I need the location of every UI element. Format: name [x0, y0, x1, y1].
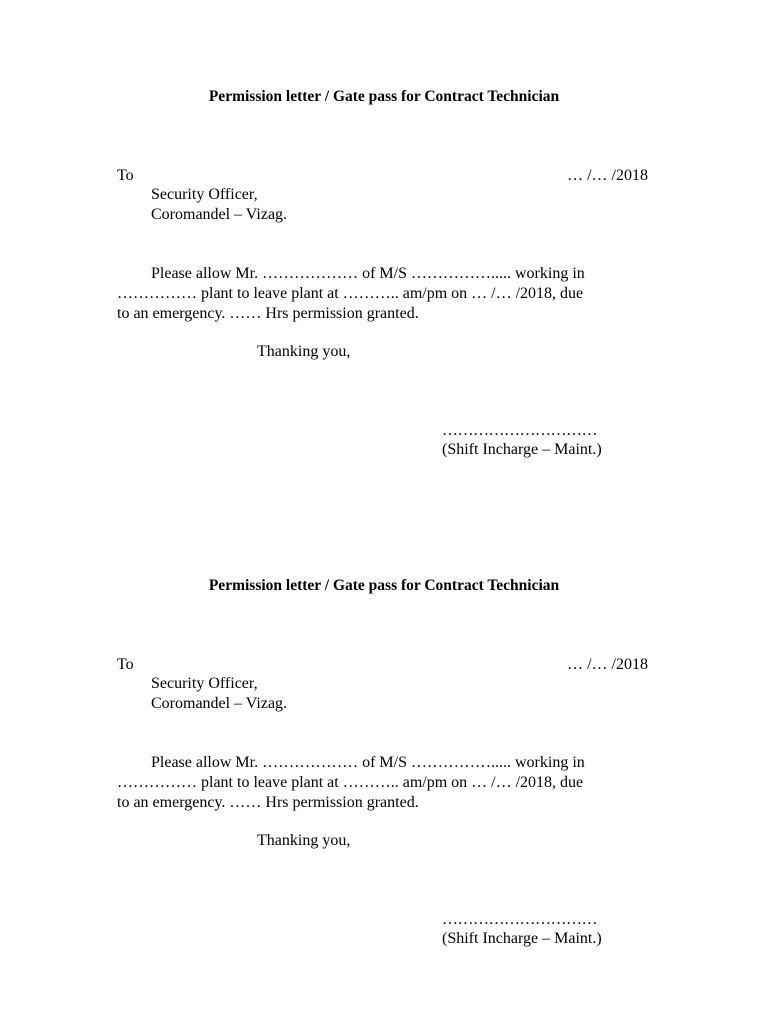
signature-line: ………………………… — [442, 911, 597, 928]
body-line: …………… plant to leave plant at ……….. am/pm on … /… /2018, due — [117, 774, 584, 791]
addressee-line-1: Security Officer, — [151, 675, 258, 692]
date-field: … /… /2018 — [567, 656, 648, 673]
signature-role: (Shift Incharge – Maint.) — [442, 930, 602, 947]
body-line: Please allow Mr. ……………… of M/S ……………..... working in — [151, 754, 585, 771]
addressee-line-2: Coromandel – Vizag. — [151, 695, 288, 712]
date-field: … /… /2018 — [567, 167, 648, 184]
closing-text: Thanking you, — [257, 832, 351, 849]
addressee-line-2: Coromandel – Vizag. — [151, 206, 288, 223]
signature-line: ………………………… — [442, 422, 597, 439]
body-line: …………… plant to leave plant at ……….. am/pm on … /… /2018, due — [117, 285, 584, 302]
body-line: Please allow Mr. ……………… of M/S ……………..... working in — [151, 265, 585, 282]
to-label: To — [117, 656, 134, 673]
addressee-line-1: Security Officer, — [151, 186, 258, 203]
form-title: Permission letter / Gate pass for Contract Technician — [208, 88, 560, 105]
body-line: to an emergency. …… Hrs permission granted. — [117, 305, 419, 322]
closing-text: Thanking you, — [257, 343, 351, 360]
body-line: to an emergency. …… Hrs permission granted. — [117, 794, 419, 811]
gate-pass-form — [0, 0, 768, 458]
letter-body — [117, 753, 647, 813]
signature-role: (Shift Incharge – Maint.) — [442, 441, 602, 458]
letter-body — [117, 264, 647, 324]
to-label: To — [117, 167, 134, 184]
form-title: Permission letter / Gate pass for Contract Technician — [208, 577, 560, 594]
gate-pass-form — [0, 489, 768, 947]
